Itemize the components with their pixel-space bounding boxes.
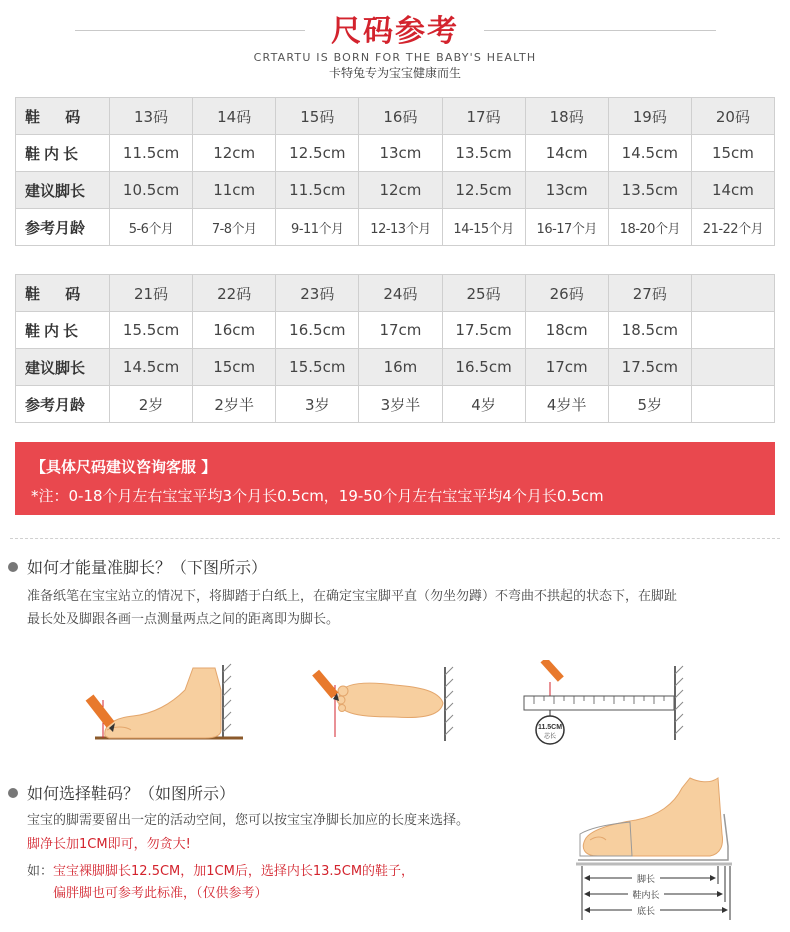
table-cell: 14.5cm — [608, 135, 691, 172]
table-cell: 11cm — [193, 172, 276, 209]
foot-side-illustration — [75, 660, 245, 745]
table-cell: 17cm — [525, 349, 608, 386]
row-label: 鞋内长 — [16, 135, 110, 172]
row-label: 鞋内长 — [16, 312, 110, 349]
table-cell: 18cm — [525, 312, 608, 349]
brand-slogan-cn: 卡特兔专为宝宝健康而生 — [328, 66, 461, 80]
row-label: 建议脚长 — [16, 349, 110, 386]
ruler-measure-illustration — [520, 660, 690, 755]
table-cell: 4岁半 — [525, 386, 608, 423]
table-cell: 2岁 — [110, 386, 193, 423]
example-line-2: 偏胖脚也可参考此标准，（仅供参考） — [53, 886, 268, 901]
table-cell: 23码 — [276, 275, 359, 312]
table-cell: 7-8个月 — [193, 209, 276, 246]
ruler-reading: 11.5CM — [537, 724, 563, 731]
table-row-age — [16, 209, 775, 246]
table-cell: 20码 — [691, 98, 774, 135]
choose-heading — [8, 781, 235, 804]
table-row-inner-length — [16, 312, 775, 349]
table-cell: 18码 — [525, 98, 608, 135]
table-cell: 26码 — [525, 275, 608, 312]
table-cell: 14cm — [525, 135, 608, 172]
consult-banner — [15, 442, 775, 515]
page-title: 尺码参考 — [331, 14, 459, 49]
table-cell: 9-11个月 — [276, 209, 359, 246]
table-cell: 15码 — [276, 98, 359, 135]
table-cell: 13cm — [359, 135, 442, 172]
table-cell: 15.5cm — [110, 312, 193, 349]
table-cell: 17码 — [442, 98, 525, 135]
table-cell: 12.5cm — [276, 135, 359, 172]
measure-instructions — [27, 585, 787, 631]
table-cell: 12-13个月 — [359, 209, 442, 246]
table-row-size — [16, 98, 775, 135]
choose-heading-text: 如何选择鞋码？（如图所示） — [27, 784, 236, 803]
table-cell: 24码 — [359, 275, 442, 312]
table-cell: 10.5cm — [110, 172, 193, 209]
size-table-2 — [15, 274, 775, 423]
measure-heading-text: 如何才能量准脚长？（下图所示） — [27, 558, 268, 577]
table-cell: 15.5cm — [276, 349, 359, 386]
table-cell: 21码 — [110, 275, 193, 312]
table-cell: 15cm — [691, 135, 774, 172]
table-cell: 16cm — [193, 312, 276, 349]
table-cell: 13cm — [525, 172, 608, 209]
table-cell: 3岁 — [276, 386, 359, 423]
table-cell: 14cm — [691, 172, 774, 209]
bullet-icon — [8, 562, 18, 572]
table-row-size — [16, 275, 775, 312]
table-cell: 22码 — [193, 275, 276, 312]
table-cell — [691, 386, 774, 423]
example-prefix: 如： — [27, 864, 54, 879]
table-cell: 14-15个月 — [442, 209, 525, 246]
table-cell: 16m — [359, 349, 442, 386]
brand-slogan-en: CRTARTU IS BORN FOR THE BABY'S HEALTH — [253, 51, 537, 64]
choose-example — [27, 861, 487, 905]
table-cell: 16.5cm — [442, 349, 525, 386]
foot-length-label: 脚长 — [636, 875, 656, 885]
table-cell: 5-6个月 — [110, 209, 193, 246]
table-cell: 11.5cm — [276, 172, 359, 209]
table-cell: 14码 — [193, 98, 276, 135]
table-cell: 4岁 — [442, 386, 525, 423]
table-cell: 13.5cm — [442, 135, 525, 172]
table-cell: 3岁半 — [359, 386, 442, 423]
banner-note: *注：0-18个月左右宝宝平均3个月长0.5cm，19-50个月左右宝宝平均4个月长0.5cm — [31, 487, 604, 505]
table-cell: 13.5cm — [608, 172, 691, 209]
bullet-icon — [8, 788, 18, 798]
size-table-1 — [15, 97, 775, 246]
table-cell: 27码 — [608, 275, 691, 312]
table-cell: 2岁半 — [193, 386, 276, 423]
banner-heading: 【具体尺码建议咨询客服 】 — [31, 458, 217, 476]
choose-text-line-1: 宝宝的脚需要留出一定的活动空间，您可以按宝宝净脚长加应的长度来选择。 — [27, 813, 470, 828]
ruler-reading-label: 芯长 — [543, 733, 557, 740]
table-cell: 11.5cm — [110, 135, 193, 172]
table-cell: 5岁 — [608, 386, 691, 423]
table-cell: 16码 — [359, 98, 442, 135]
foot-top-illustration — [305, 665, 465, 745]
table-cell: 18-20个月 — [608, 209, 691, 246]
table-cell: 12cm — [193, 135, 276, 172]
table-cell: 12cm — [359, 172, 442, 209]
row-label: 参考月龄 — [16, 386, 110, 423]
measure-text-line-1: 准备纸笔在宝宝站立的情况下，将脚踏于白纸上，在确定宝宝脚平直（勿坐勿蹲）不弯曲不拱起的状态下，在脚趾 — [27, 589, 678, 604]
table-row-age — [16, 386, 775, 423]
section-divider — [10, 538, 780, 539]
table-cell: 16-17个月 — [525, 209, 608, 246]
table-row-foot-length — [16, 172, 775, 209]
table-cell — [691, 275, 774, 312]
table-cell: 12.5cm — [442, 172, 525, 209]
sole-length-label: 底长 — [636, 907, 656, 917]
table-row-foot-length — [16, 349, 775, 386]
table-cell: 13码 — [110, 98, 193, 135]
row-label: 鞋 码 — [16, 98, 110, 135]
example-line-1: 宝宝裸脚脚长12.5CM，加1CM后，选择内长13.5CM的鞋子， — [53, 864, 415, 879]
choose-text-line-2: 脚净长加1CM即可，勿贪大! — [27, 837, 191, 852]
table-cell: 17.5cm — [608, 349, 691, 386]
table-cell: 25码 — [442, 275, 525, 312]
table-row-inner-length — [16, 135, 775, 172]
table-cell — [691, 349, 774, 386]
measure-heading — [8, 555, 267, 578]
table-cell — [691, 312, 774, 349]
table-cell: 17cm — [359, 312, 442, 349]
shoe-size-diagram — [570, 774, 745, 924]
table-cell: 17.5cm — [442, 312, 525, 349]
table-cell: 16.5cm — [276, 312, 359, 349]
inner-length-label: 鞋内长 — [632, 891, 660, 901]
table-cell: 19码 — [608, 98, 691, 135]
row-label: 参考月龄 — [16, 209, 110, 246]
table-cell: 14.5cm — [110, 349, 193, 386]
choose-instructions — [27, 809, 567, 857]
row-label: 建议脚长 — [16, 172, 110, 209]
measure-text-line-2: 最长处及脚跟各画一点测量两点之间的距离即为脚长。 — [27, 612, 340, 627]
row-label: 鞋 码 — [16, 275, 110, 312]
table-cell: 15cm — [193, 349, 276, 386]
table-cell: 18.5cm — [608, 312, 691, 349]
table-cell: 21-22个月 — [691, 209, 774, 246]
